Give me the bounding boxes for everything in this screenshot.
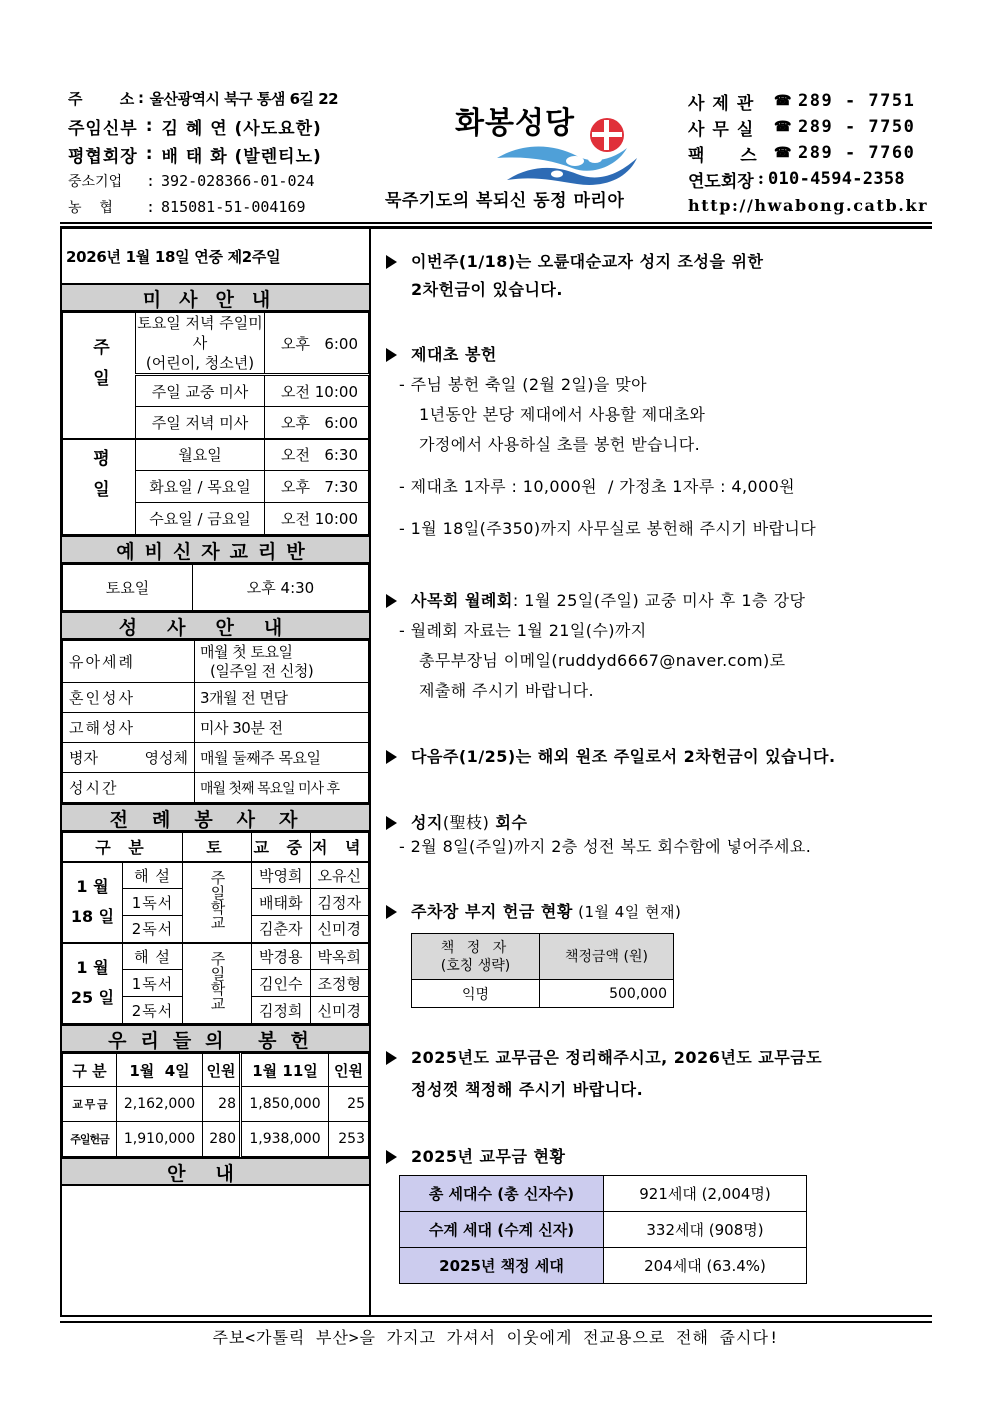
table-row [63,773,369,803]
class-time: 오후 4:30 [193,565,369,611]
footer-divider [60,1321,932,1323]
contact-fax [688,140,938,166]
mass-time: 오전 6:30 [265,439,369,471]
table-row [63,439,369,471]
sacrament-name: 성시간 [63,773,195,803]
table-row [400,1248,807,1284]
evening-mass-server: 신미경 [310,916,369,943]
right-column [371,229,932,1317]
colon: : [145,144,154,164]
parking-fund-table [411,933,674,1008]
table-row [63,641,369,683]
contact-label: 팩 스 [688,145,765,166]
offering-count: 280 [203,1122,241,1157]
table-row [63,713,369,743]
wave-cross-logo-icon [497,118,647,188]
evening-mass-server: 조정형 [310,970,369,997]
church-logo [385,90,680,215]
col-header: 인원 [329,1054,369,1087]
table-row [63,313,369,375]
sacrament-name: 혼인성사 [63,683,195,713]
website-link[interactable]: http://hwabong.catb.kr [688,195,929,215]
offering-type: 주일헌금 [63,1122,117,1157]
col-header: 책 정 자 (호칭 생략) [412,934,540,980]
mass-section-title: 미사안내 [62,283,369,312]
table-header [63,833,369,862]
mass-time: 오후 6:00 [265,313,369,375]
role: 1독서 [123,970,183,997]
main-mass-server: 배태화 [252,889,311,916]
bulletin-date: 2026년 1월 18일 연중 제2주일 [66,247,281,266]
main-mass-server: 김정희 [252,997,311,1024]
col-header: 구 분 [63,833,183,862]
offering-count: 25 [329,1087,369,1122]
catechumen-section-title: 예비신자교리반 [62,535,369,564]
notice-palm-collection: 성지 (聖枝) 회수 - 2월 8일(주일)까지 2층 성전 복도 회수함에 넣어주세요. [383,808,923,862]
contact-number: 289 - 7760 [798,143,916,163]
contact-number: 289 - 7750 [798,117,916,137]
mass-name: 토요일 저녁 주일미사 (어린이, 청소년) [136,313,265,375]
church-motto: 묵주기도의 복되신 동정 마리아 [385,191,625,211]
service-date: 1 월 18 일 [63,862,123,943]
main-mass-server: 박영희 [252,862,311,889]
mass-name: 월요일 [136,439,265,471]
colon: : [145,116,154,136]
contact-label: 사무실 [688,119,762,140]
youth-phone: 010-4594-2358 [767,169,905,189]
bank2-label: 농 협 [68,200,113,216]
table-row [412,980,674,1008]
offering-amount: 1,850,000 [241,1087,329,1122]
col-header: 구 분 [63,1054,117,1087]
notice-council-meeting: 사목회 월례회 : 1월 25일(주일) 교중 미사 후 1층 강당 - 월례회 자료는 1월 21일(수)까지 총무부장님 이메일(ruddyd6667@naver.com)로 제출해 주시기 바랍니다. [383,586,923,706]
contact-number: 289 - 7751 [798,91,916,111]
contact-youth [688,166,938,192]
council-row [68,140,368,168]
role: 2독서 [123,916,183,943]
council-value: 배 태 화 (발렌티노) [161,146,322,167]
mass-time: 오전 10:00 [265,503,369,535]
phone-icon: ☎ [774,119,792,135]
dues-label: 총 세대수 (총 신자수) [400,1176,604,1212]
mass-name: 주일 저녁 미사 [136,407,265,439]
donation-amount: 500,000 [540,980,674,1008]
bullet-triangle-icon [386,348,397,362]
table-row [63,565,369,611]
website-row [688,192,938,218]
sacrament-info: 미사 30분 전 [195,713,369,743]
notice-candle-offering: 제대초 봉헌 - 주님 봉헌 축일 (2월 2일)을 맞아 1년동안 본당 제대에서 사용할 제대초와 가정에서 사용하실 초를 봉헌 받습니다. - 제대초 1자루 : 10,000원 / 가정초 1자루 : 4,000원 - 1월 18일(주350)까지 사무실로 봉헌해 주시기 바랍니다 [383,340,923,544]
bullet-triangle-icon [386,816,397,830]
address-row [68,84,368,112]
church-name: 화봉성당 [455,106,575,141]
offering-amount: 2,162,000 [117,1087,203,1122]
dues-value: 921세대 (2,004명) [604,1176,807,1212]
evening-mass-server: 박옥희 [310,943,369,970]
notice-second-collection: 이번주(1/18)는 오륜대순교자 성지 조성을 위한 2차헌금이 있습니다. [383,247,923,305]
mass-name: 주일 교중 미사 [136,375,265,407]
table-header [63,1054,369,1087]
offering-amount: 1,910,000 [117,1122,203,1157]
mass-time: 오후 6:00 [265,407,369,439]
phone-icon: ☎ [774,145,792,161]
header-divider [60,222,932,229]
table-row [63,943,369,970]
dues-value: 332세대 (908명) [604,1212,807,1248]
table-row [400,1212,807,1248]
col-header: 토 [183,833,252,862]
role: 1독서 [123,889,183,916]
role: 해 설 [123,943,183,970]
contact-info [688,88,938,218]
evening-mass-server: 김정자 [310,889,369,916]
header-info [68,84,368,220]
weekday-label: 평일 [63,439,136,535]
offering-count: 253 [329,1122,369,1157]
bank2-account: 815081-51-004169 [161,198,306,216]
main-mass-server: 김춘자 [252,916,311,943]
evening-mass-server: 오유신 [310,862,369,889]
col-header: 저 녁 [310,833,369,862]
class-day: 토요일 [63,565,193,611]
col-header: 인원 [203,1054,241,1087]
youth-label: 연도회장 [688,171,754,192]
catechumen-table [62,564,369,611]
sacrament-info: 매월 첫째 목요일 미사 후 [195,773,369,803]
address-value: 울산광역시 북구 통샘 6길 22 [149,89,339,108]
sacrament-name: 병자 영성체 [63,743,195,773]
main-mass-server: 김인수 [252,970,311,997]
colon: : [146,172,156,190]
contact-office [688,114,938,140]
saturday-group: 주일학교 [183,943,252,1024]
evening-mass-server: 신미경 [310,997,369,1024]
table-row [63,1122,369,1157]
offering-section-title: 우리들의 봉헌 [62,1024,369,1053]
sacrament-info: 매월 둘째주 목요일 [195,743,369,773]
mass-schedule-table [62,312,369,535]
col-header: 1월 11일 [241,1054,329,1087]
pastor-value: 김 혜 연 (사도요한) [161,118,322,139]
notice-section-title: 안내 [62,1157,369,1186]
notice-parking-fund: 주차장 부지 헌금 현황 (1월 4일 현재) [383,897,923,927]
phone-icon: ☎ [774,93,792,109]
mass-name: 화요일 / 목요일 [136,471,265,503]
mass-time: 오전 10:00 [265,375,369,407]
contact-label: 사제관 [688,93,762,114]
footer-message: 주보<가톨릭 부산>을 가지고 가셔서 이웃에게 전교용으로 전해 줍시다! [212,1328,780,1347]
service-date: 1 월 25 일 [63,943,123,1024]
role: 해 설 [123,862,183,889]
table-row [63,683,369,713]
bullet-triangle-icon [386,1051,397,1065]
mass-name: 수요일 / 금요일 [136,503,265,535]
left-column [60,229,371,1317]
col-header: 책정금액 (원) [540,934,674,980]
role: 2독서 [123,997,183,1024]
pastor-label: 주임신부 [68,118,138,139]
offering-type: 교 무 금 [63,1087,117,1122]
table-row [63,743,369,773]
table-row [63,862,369,889]
mass-time: 오후 7:30 [265,471,369,503]
bullet-triangle-icon [386,905,397,919]
email-text: 총무부장님 이메일(ruddyd6667@naver.com)로 [419,651,786,670]
notice-overseas-aid: 다음주(1/25)는 해외 원조 주일로서 2차헌금이 있습니다. [383,742,923,772]
liturgy-section-title: 전례봉사자 [62,803,369,832]
dues-label: 2025년 책정 세대 [400,1248,604,1284]
bank1-row [68,168,368,194]
dues-label: 수계 세대 (수계 신자) [400,1212,604,1248]
sacrament-table [62,640,369,803]
table-row [400,1176,807,1212]
col-header: 교 중 [252,833,311,862]
offering-amount: 1,938,000 [241,1122,329,1157]
bank1-label: 중소기업 [68,174,123,190]
contact-rectory [688,88,938,114]
bullet-triangle-icon [386,255,397,269]
sunday-label: 주일 [63,313,136,439]
dues-value: 204세대 (63.4%) [604,1248,807,1284]
notice-dues-status: 2025년 교무금 현황 [383,1142,923,1172]
saturday-group: 주일학교 [183,862,252,943]
address-label: 주 소 [68,89,134,108]
sacrament-info: 3개월 전 면담 [195,683,369,713]
notice-dues-request: 2025년도 교무금은 정리해주시고, 2026년도 교무금도 정성껏 책정해 주시기 바랍니다. [383,1043,923,1105]
table-row [63,1087,369,1122]
pastor-row [68,112,368,140]
sacrament-name: 고해성사 [63,713,195,743]
col-header: 1월 4일 [117,1054,203,1087]
council-label: 평협회장 [68,146,138,167]
bullet-triangle-icon [386,750,397,764]
offering-table [62,1053,369,1157]
bullet-triangle-icon [386,594,397,608]
liturgy-table [62,832,369,1024]
colon: : [146,198,156,216]
sacrament-name: 유아세례 [63,641,195,683]
bank2-row [68,194,368,220]
table-header [412,934,674,980]
main-mass-server: 박경용 [252,943,311,970]
colon: : [757,169,764,189]
sacrament-info: 매월 첫 토요일 (일주일 전 신청) [195,641,369,683]
bullet-triangle-icon [386,1150,397,1164]
sacrament-section-title: 성사안내 [62,611,369,640]
colon: : [138,89,144,107]
dues-status-table [399,1175,807,1284]
offering-count: 28 [203,1087,241,1122]
donor-name: 익명 [412,980,540,1008]
bank1-account: 392-028366-01-024 [161,172,315,190]
